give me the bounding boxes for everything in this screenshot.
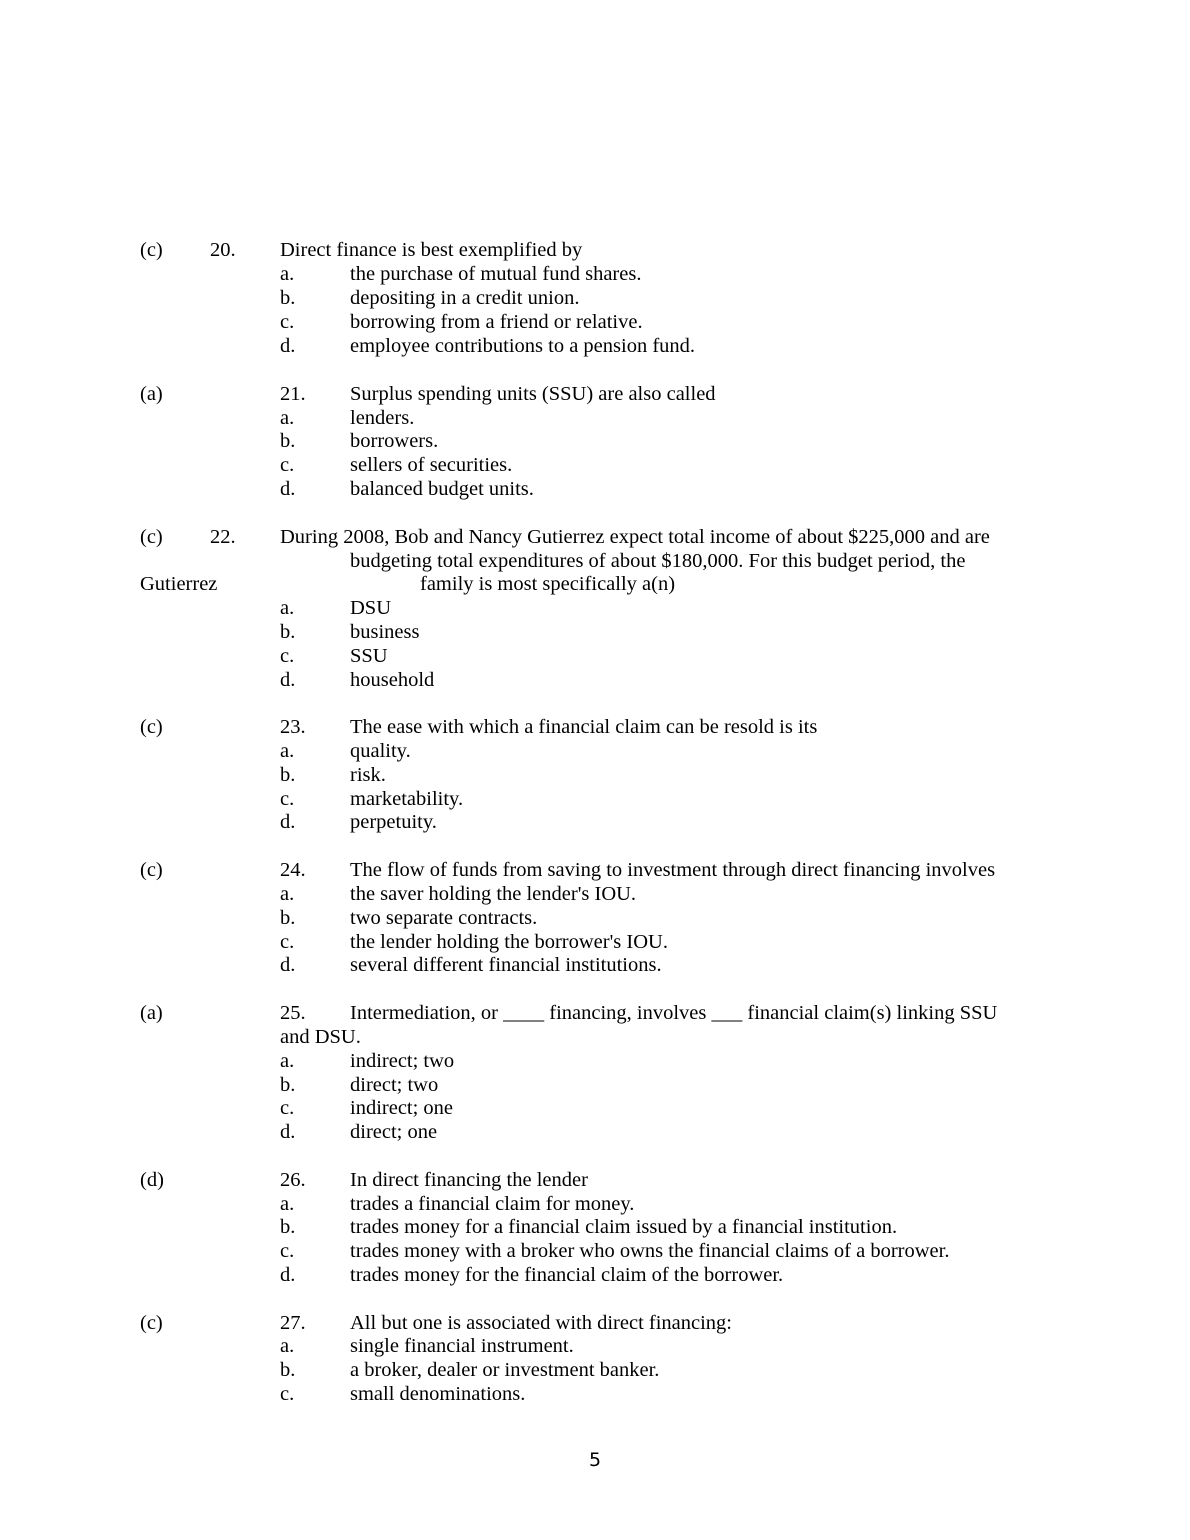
option-row xyxy=(0,1192,1190,1216)
question-stem: Direct finance is best exemplified by xyxy=(280,239,583,261)
option-row xyxy=(0,739,1190,763)
option-row xyxy=(0,953,1190,977)
option-text: balanced budget units. xyxy=(350,478,534,500)
option-row xyxy=(0,620,1190,644)
option-text: single financial instrument. xyxy=(350,1335,574,1357)
option-text: borrowing from a friend or relative. xyxy=(350,311,643,333)
question-number: 24. xyxy=(280,859,306,881)
option-text: direct; two xyxy=(350,1074,439,1096)
option-letter: d. xyxy=(280,335,296,357)
option-row xyxy=(0,406,1190,430)
question-number: 22. xyxy=(210,526,236,548)
question-stem: Intermediation, or ____ financing, involves ___ financial claim(s) linking SSU xyxy=(350,1002,998,1024)
option-text: household xyxy=(350,669,435,691)
option-text: depositing in a credit union. xyxy=(350,287,580,309)
option-row xyxy=(0,1096,1190,1120)
question-stem-continuation xyxy=(0,1025,1190,1049)
option-letter: d. xyxy=(280,478,296,500)
question-stem: The flow of funds from saving to investment through direct financing involves xyxy=(350,859,996,881)
option-letter: b. xyxy=(280,430,296,452)
answer-key: (d) xyxy=(140,1169,164,1191)
question-stem-continuation xyxy=(0,549,1190,573)
question-stem: Surplus spending units (SSU) are also called xyxy=(350,383,716,405)
question-stem-continuation xyxy=(0,572,1190,596)
option-text: the saver holding the lender's IOU. xyxy=(350,883,637,905)
question-stem: In direct financing the lender xyxy=(350,1169,588,1191)
option-row xyxy=(0,810,1190,834)
option-text: direct; one xyxy=(350,1121,438,1143)
option-row xyxy=(0,334,1190,358)
question-number: 23. xyxy=(280,716,306,738)
answer-key: (a) xyxy=(140,383,163,405)
question-number: 21. xyxy=(280,383,306,405)
option-text: trades money for the financial claim of the borrower. xyxy=(350,1264,784,1286)
option-row xyxy=(0,1049,1190,1073)
option-text: trades money with a broker who owns the financial claims of a borrower. xyxy=(350,1240,950,1262)
option-text: DSU xyxy=(350,597,392,619)
option-letter: b. xyxy=(280,621,296,643)
option-letter: c. xyxy=(280,1240,295,1262)
option-text: indirect; one xyxy=(350,1097,454,1119)
question-20-stem-line xyxy=(0,238,1190,262)
option-letter: c. xyxy=(280,1097,295,1119)
option-letter: a. xyxy=(280,407,295,429)
option-row xyxy=(0,906,1190,930)
option-row xyxy=(0,763,1190,787)
question-number: 20. xyxy=(210,239,236,261)
option-row xyxy=(0,1358,1190,1382)
question-stem: Gutierrez xyxy=(140,573,218,595)
question-stem: The ease with which a financial claim can be resold is its xyxy=(350,716,818,738)
question-stem: family is most specifically a(n) xyxy=(420,573,676,595)
question-23-stem-line xyxy=(0,715,1190,739)
answer-key: (c) xyxy=(140,859,163,881)
option-text: perpetuity. xyxy=(350,811,437,833)
question-number: 27. xyxy=(280,1312,306,1334)
option-letter: b. xyxy=(280,907,296,929)
option-text: trades money for a financial claim issued by a financial institution. xyxy=(350,1216,898,1238)
option-text: the lender holding the borrower's IOU. xyxy=(350,931,668,953)
option-text: small denominations. xyxy=(350,1383,526,1405)
option-text: marketability. xyxy=(350,788,464,810)
option-text: trades a financial claim for money. xyxy=(350,1193,635,1215)
question-27-stem-line xyxy=(0,1311,1190,1335)
answer-key: (a) xyxy=(140,1002,163,1024)
option-letter: d. xyxy=(280,669,296,691)
option-row xyxy=(0,1263,1190,1287)
answer-key: (c) xyxy=(140,716,163,738)
option-text: the purchase of mutual fund shares. xyxy=(350,263,642,285)
option-letter: d. xyxy=(280,811,296,833)
option-text: business xyxy=(350,621,420,643)
option-letter: b. xyxy=(280,1216,296,1238)
option-letter: b. xyxy=(280,1074,296,1096)
option-row xyxy=(0,930,1190,954)
question-stem: All but one is associated with direct financing: xyxy=(350,1312,733,1334)
answer-key: (c) xyxy=(140,526,163,548)
option-row xyxy=(0,1215,1190,1239)
option-row xyxy=(0,429,1190,453)
question-25-stem-line xyxy=(0,1001,1190,1025)
option-letter: a. xyxy=(280,1193,295,1215)
option-row xyxy=(0,882,1190,906)
option-row xyxy=(0,1073,1190,1097)
option-text: sellers of securities. xyxy=(350,454,513,476)
option-text: quality. xyxy=(350,740,411,762)
question-stem: and DSU. xyxy=(280,1026,361,1048)
option-letter: c. xyxy=(280,454,295,476)
option-row xyxy=(0,310,1190,334)
option-letter: a. xyxy=(280,263,295,285)
option-letter: c. xyxy=(280,645,295,667)
option-text: risk. xyxy=(350,764,386,786)
question-stem: During 2008, Bob and Nancy Gutierrez expect total income of about $225,000 and are xyxy=(280,526,990,548)
option-row xyxy=(0,286,1190,310)
option-text: lenders. xyxy=(350,407,415,429)
option-row xyxy=(0,1334,1190,1358)
option-letter: d. xyxy=(280,1264,296,1286)
answer-key: (c) xyxy=(140,239,163,261)
option-letter: a. xyxy=(280,1335,295,1357)
option-row xyxy=(0,477,1190,501)
question-26-stem-line xyxy=(0,1168,1190,1192)
option-row xyxy=(0,1120,1190,1144)
option-letter: d. xyxy=(280,1121,296,1143)
option-row xyxy=(0,596,1190,620)
option-letter: c. xyxy=(280,311,295,333)
option-text: several different financial institutions. xyxy=(350,954,662,976)
option-row xyxy=(0,1239,1190,1263)
question-22-stem-line xyxy=(0,525,1190,549)
option-letter: a. xyxy=(280,1050,295,1072)
option-letter: a. xyxy=(280,597,295,619)
page-number: 5 xyxy=(588,1449,602,1471)
option-letter: a. xyxy=(280,883,295,905)
option-text: SSU xyxy=(350,645,388,667)
option-letter: c. xyxy=(280,931,295,953)
question-stem: budgeting total expenditures of about $180,000. For this budget period, the xyxy=(350,550,966,572)
question-24-stem-line xyxy=(0,858,1190,882)
question-number: 26. xyxy=(280,1169,306,1191)
option-row xyxy=(0,1382,1190,1406)
option-letter: c. xyxy=(280,1383,295,1405)
option-letter: b. xyxy=(280,764,296,786)
answer-key: (c) xyxy=(140,1312,163,1334)
option-row xyxy=(0,453,1190,477)
option-text: a broker, dealer or investment banker. xyxy=(350,1359,660,1381)
option-letter: d. xyxy=(280,954,296,976)
option-row xyxy=(0,668,1190,692)
option-text: employee contributions to a pension fund. xyxy=(350,335,696,357)
question-21-stem-line xyxy=(0,382,1190,406)
option-letter: b. xyxy=(280,287,296,309)
option-row xyxy=(0,644,1190,668)
option-text: borrowers. xyxy=(350,430,439,452)
option-letter: a. xyxy=(280,740,295,762)
option-letter: b. xyxy=(280,1359,296,1381)
question-number: 25. xyxy=(280,1002,306,1024)
option-letter: c. xyxy=(280,788,295,810)
option-text: two separate contracts. xyxy=(350,907,538,929)
option-row xyxy=(0,787,1190,811)
option-row xyxy=(0,262,1190,286)
option-text: indirect; two xyxy=(350,1050,455,1072)
